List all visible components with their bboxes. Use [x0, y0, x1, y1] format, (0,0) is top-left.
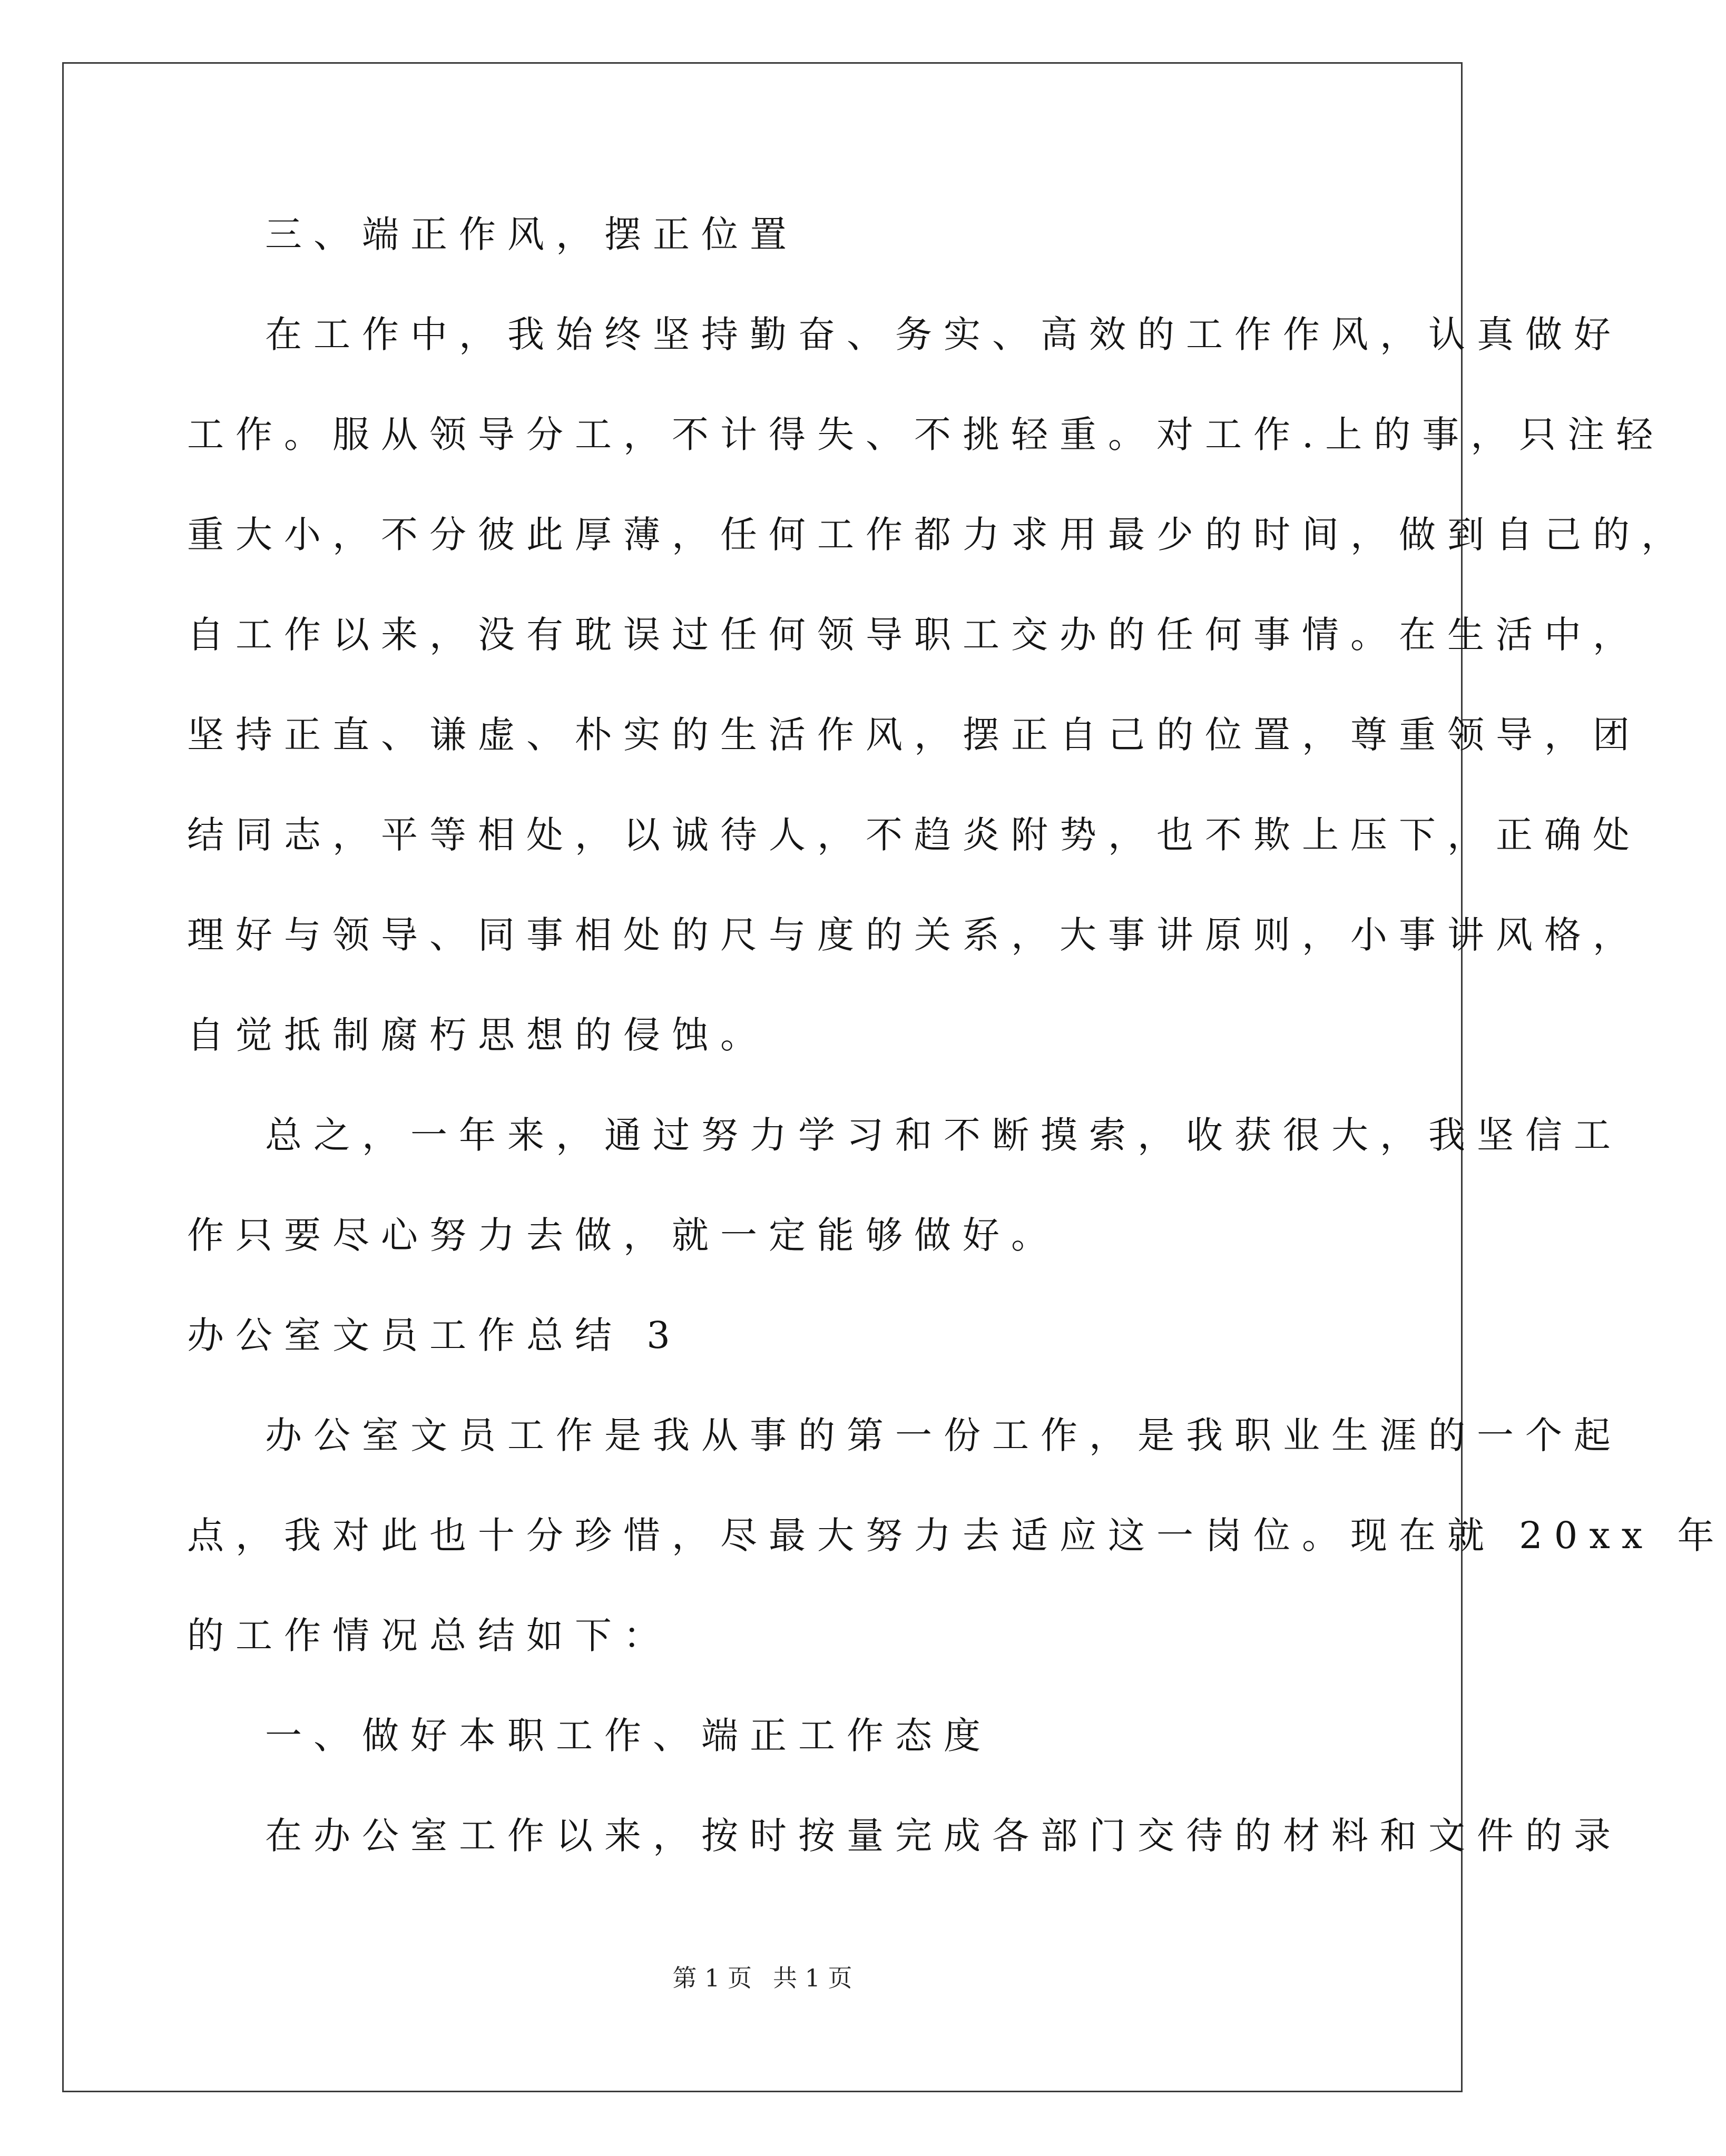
paragraph-line: 办公室文员工作是我从事的第一份工作，是我职业生涯的一个起	[265, 1414, 1622, 1457]
document-section-title: 办公室文员工作总结 3	[187, 1314, 682, 1357]
paragraph-line: 自工作以来，没有耽误过任何领导职工交办的任何事情。在生活中，	[187, 613, 1641, 656]
paragraph-line: 重大小，不分彼此厚薄，任何工作都力求用最少的时间，做到自己的，	[187, 513, 1690, 556]
paragraph-line: 点，我对此也十分珍惜，尽最大努力去适应这一岗位。现在就 20xx 年	[187, 1514, 1726, 1557]
paragraph-line: 自觉抵制腐朽思想的侵蚀。	[187, 1013, 769, 1057]
paragraph-line: 的工作情况总结如下：	[187, 1614, 672, 1657]
paragraph-line: 理好与领导、同事相处的尺与度的关系，大事讲原则，小事讲风格，	[187, 913, 1641, 957]
page-footer	[0, 1962, 1525, 1994]
paragraph-line: 结同志，平等相处，以诚待人，不趋炎附势，也不欺上压下，正确处	[187, 813, 1641, 857]
paragraph-line: 总之，一年来，通过努力学习和不断摸索，收获很大，我坚信工	[265, 1114, 1622, 1157]
page-number-total: 共 1 页	[773, 1964, 852, 1992]
paragraph-line: 工作。服从领导分工，不计得失、不挑轻重。对工作.上的事，只注轻	[187, 413, 1665, 456]
section-heading-3: 三、端正作风，摆正位置	[265, 213, 798, 256]
section-heading-1: 一、做好本职工作、端正工作态度	[265, 1714, 992, 1757]
page-border	[62, 62, 1463, 2092]
page-number-current: 第 1 页	[672, 1964, 752, 1992]
paragraph-line: 在办公室工作以来，按时按量完成各部门交待的材料和文件的录	[265, 1814, 1622, 1857]
paragraph-line: 作只要尽心努力去做，就一定能够做好。	[187, 1214, 1060, 1257]
paragraph-line: 在工作中，我始终坚持勤奋、务实、高效的工作作风，认真做好	[265, 313, 1622, 356]
paragraph-line: 坚持正直、谦虚、朴实的生活作风，摆正自己的位置，尊重领导，团	[187, 713, 1641, 756]
